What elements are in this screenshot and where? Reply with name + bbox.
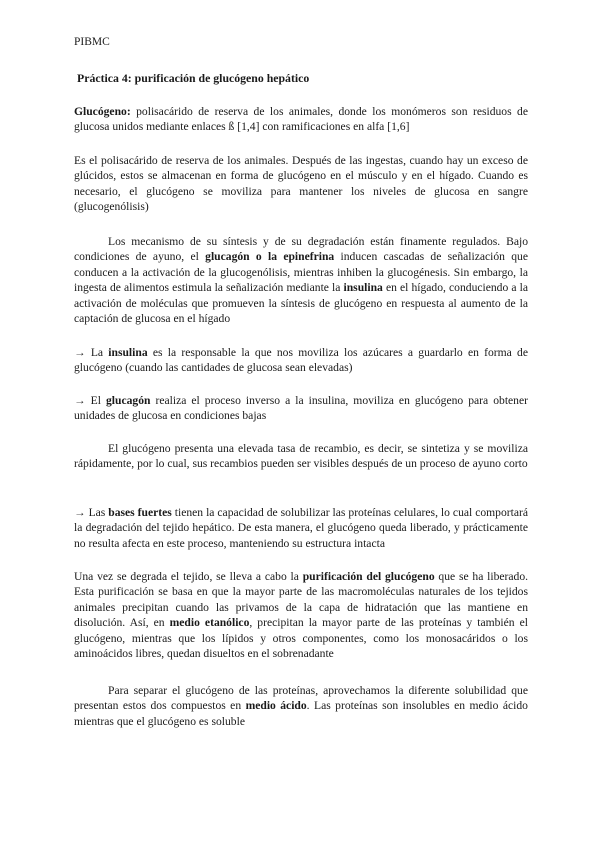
paragraph-definition: Glucógeno: polisacárido de reserva de los animales, donde los monómeros son residuos de glucosa unidos mediante enlaces ß [1,4] con ramificaciones en alfa [1,6] (74, 105, 528, 134)
paragraph-bases-fuertes: → Las bases fuertes tienen la capacidad de solubilizar las proteínas celulares, lo cual comportará la degradación del tejido hepático. De esta manera, el glucógeno queda liberado, y prácticamente no resulta afecta en este proceso, manteniendo su estructura intacta (74, 506, 528, 550)
paragraph-glucagon: → El glucagón realiza el proceso inverso a la insulina, moviliza en glucógeno para obtener unidades de glucosa en condiciones bajas (74, 394, 528, 423)
paragraph-purification: Una vez se degrada el tejido, se lleva a cabo la purificación del glucógeno que se ha liberado. Esta purificación se basa en que la mayor parte de las macromoléculas naturales de los tejidos animales precipitan cuando las privamos de la capa de hidratación que las mantiene en disolución. Así, en medio etanólico, precipitan la mayor parte de las proteínas y también el glucógeno, mientras que los lípidos y otros componentes, como los monosacáridos o los aminoácidos libres, quedan disueltos en el sobrenadante (74, 570, 529, 661)
paragraph-reserve: Es el polisacárido de reserva de los animales. Después de las ingestas, cuando hay un exceso de glúcidos, estos se almacenan en forma de glucógeno en el músculo y en el hígado. Cuando es necesario, el glucógeno se moviliza para mantener los niveles de glucosa en sangre (glucogenólisis) (74, 154, 528, 214)
paragraph-regulation: Los mecanismo de su síntesis y de su degradación están finamente regulados. Bajo condiciones de ayuno, el glucagón o la epinefrina inducen cascadas de señalización que conducen a la activación de la glucogenólisis, mientras inhiben la glucogénesis. Sin embargo, la ingesta de alimentos estimula la señalización mediante la insulina en el hígado, conduciendo a la activación de moléculas que promueven la síntesis de glucógeno en respuesta al aumento de la captación de glucosa en el hígado (74, 235, 528, 326)
term-glucogeno: Glucógeno: (74, 105, 131, 118)
paragraph-insulina: → La insulina es la responsable la que nos moviliza los azúcares a guardarlo en forma de glucógeno (cuando las cantidades de glucosa sean elevadas) (74, 346, 528, 375)
page-title: Práctica 4: purificación de glucógeno hepático (77, 71, 310, 85)
header-label: PIBMC (74, 36, 110, 48)
paragraph-acid-medium: Para separar el glucógeno de las proteínas, aprovechamos la diferente solubilidad que presentan estos dos compuestos en medio ácido. Las proteínas son insolubles en medio ácido mientras que el glucógeno es soluble (74, 684, 528, 728)
paragraph-turnover: El glucógeno presenta una elevada tasa de recambio, es decir, se sintetiza y se moviliza rápidamente, por lo cual, sus recambios pueden ser visibles después de un proceso de ayuno corto (74, 442, 528, 471)
